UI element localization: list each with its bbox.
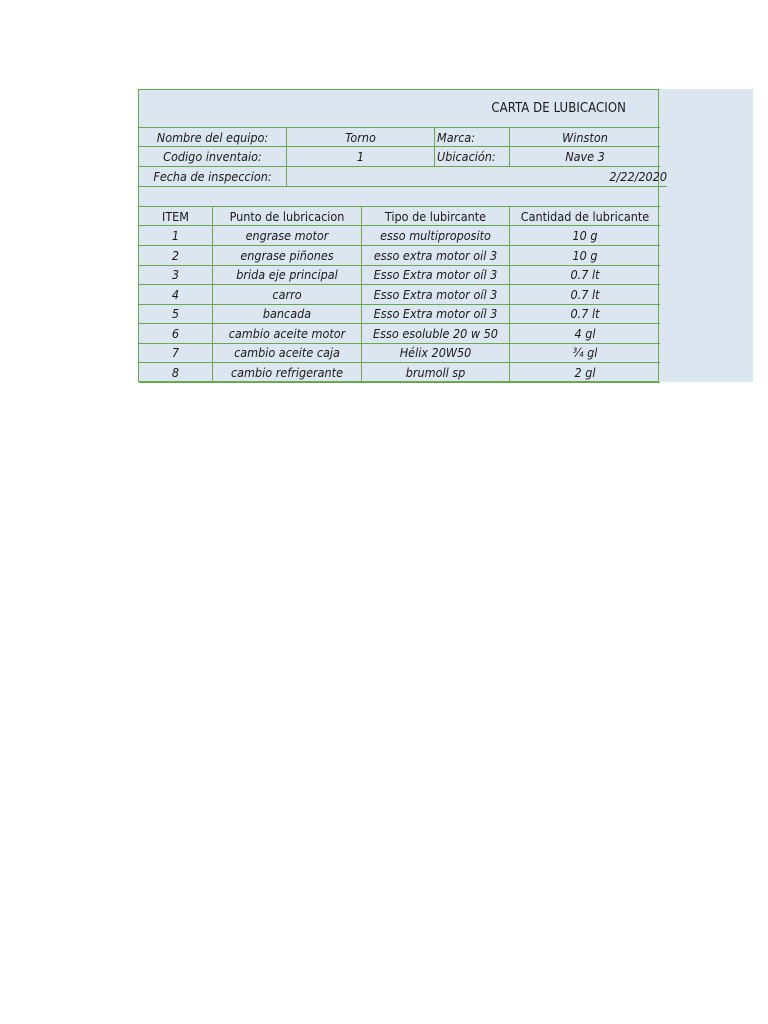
cell-item: 4 xyxy=(139,285,213,305)
header-cantidad: Cantidad de lubricante xyxy=(510,206,660,226)
cell-tipo: Hélix 20W50 xyxy=(362,343,510,363)
cell-tipo: Esso Extra motor oíl 3 xyxy=(362,285,510,305)
codigo-label: Codigo inventaio: xyxy=(139,147,287,167)
chart-title: CARTA DE LUBICACION xyxy=(491,101,626,116)
header-tipo: Tipo de lubircante xyxy=(362,206,510,226)
marca-value: Winston xyxy=(510,127,660,147)
cell-cantidad: 0.7 lt xyxy=(510,285,660,305)
cell-punto: bancada xyxy=(213,304,362,324)
lubrication-chart xyxy=(138,89,667,382)
fecha-value: 2/22/2020 xyxy=(287,167,667,187)
equipo-value: Torno xyxy=(287,127,435,147)
cell-cantidad: ¾ gl xyxy=(510,343,660,363)
cell-cantidad: 10 g xyxy=(510,246,660,266)
cell-tipo: esso multiproposito xyxy=(362,226,510,246)
cell-item: 8 xyxy=(139,363,213,383)
ubicacion-label: Ubicación: xyxy=(435,147,510,167)
cell-item: 2 xyxy=(139,246,213,266)
ubicacion-value: Nave 3 xyxy=(510,147,660,167)
cell-item: 5 xyxy=(139,304,213,324)
cell-item: 1 xyxy=(139,226,213,246)
cell-tipo: Esso esoluble 20 w 50 xyxy=(362,324,510,344)
cell-tipo: brumoll sp xyxy=(362,363,510,383)
spreadsheet-area xyxy=(138,89,753,382)
fecha-label: Fecha de inspeccion: xyxy=(139,167,287,187)
cell-item: 7 xyxy=(139,343,213,363)
cell-punto: engrase piñones xyxy=(213,246,362,266)
cell-item: 3 xyxy=(139,265,213,285)
codigo-value: 1 xyxy=(287,147,435,167)
header-item: ITEM xyxy=(139,206,213,226)
cell-punto: carro xyxy=(213,285,362,305)
cell-punto: cambio aceite motor xyxy=(213,324,362,344)
cell-cantidad: 10 g xyxy=(510,226,660,246)
equipo-label: Nombre del equipo: xyxy=(139,127,287,147)
cell-punto: cambio refrigerante xyxy=(213,363,362,383)
cell-punto: engrase motor xyxy=(213,226,362,246)
blank-row xyxy=(139,187,658,206)
cell-tipo: esso extra motor oil 3 xyxy=(362,246,510,266)
cell-cantidad: 0.7 lt xyxy=(510,304,660,324)
cell-punto: cambio aceite caja xyxy=(213,343,362,363)
cell-cantidad: 4 gl xyxy=(510,324,660,344)
cell-item: 6 xyxy=(139,324,213,344)
cell-cantidad: 0.7 lt xyxy=(510,265,660,285)
header-punto: Punto de lubricacion xyxy=(213,206,362,226)
marca-label: Marca: xyxy=(435,127,510,147)
cell-tipo: Esso Extra motor oíl 3 xyxy=(362,304,510,324)
cell-cantidad: 2 gl xyxy=(510,363,660,383)
cell-tipo: Esso Extra motor oíl 3 xyxy=(362,265,510,285)
cell-punto: brida eje principal xyxy=(213,265,362,285)
